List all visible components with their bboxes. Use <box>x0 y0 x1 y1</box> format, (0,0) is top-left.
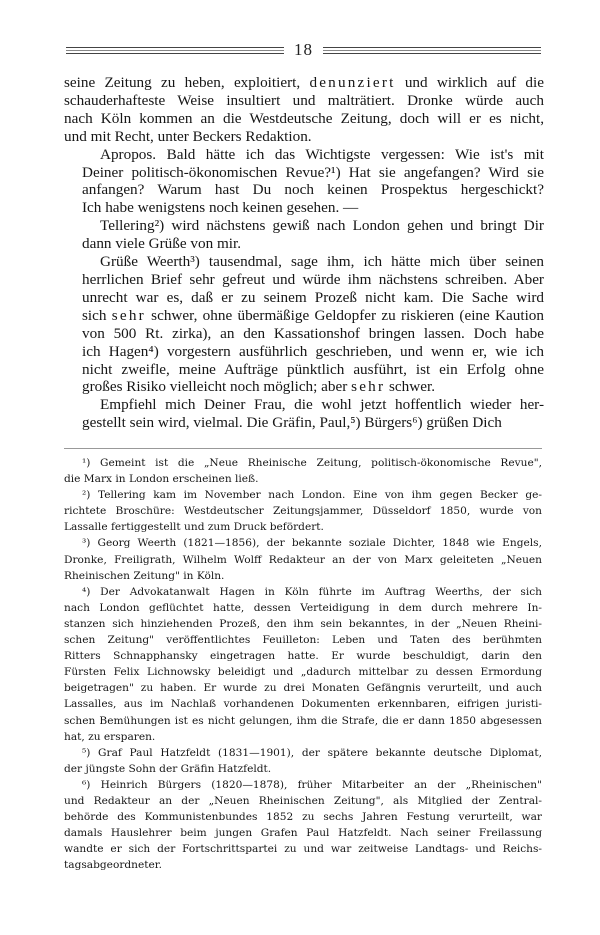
footnote-line: beigetragen" zu haben. Er wurde zu drei Monaten Gefängnis verurteilt, und auch <box>64 682 542 695</box>
paragraph <box>64 146 544 218</box>
text-line: nicht zweifle, meine Aufträge pünktlich ausführt, ist ein Erfolg ohne <box>82 360 544 378</box>
text-line: ich Hagen⁴) vorgestern ausführlich geschrieben, und wenn er, wie ich <box>82 342 544 360</box>
footnote-line: ⁶) Heinrich Bürgers (1820—1878), früher Mitarbeiter an der „Rheinischen" <box>82 778 542 791</box>
footnote-line: nach London geflüchtet hatte, dessen Verteidigung in dem durch mehrere In- <box>64 601 542 614</box>
footnote <box>64 535 542 583</box>
text-line: Ich habe wenigstens noch keinen gesehen. — <box>82 199 359 217</box>
footnote-line: Dronke, Freiligrath, Wilhelm Wolff Redakteur an der von Marx geleiteten „Neuen <box>64 553 542 566</box>
footnote-line: wandte er sich der Fortschrittspartei zu und war zeitweise Landtags- und Reichs- <box>64 843 542 856</box>
text-line: herrlichen Brief sehr gefreut und würde ihm nächstens schreiben. Aber <box>82 270 544 288</box>
paragraph <box>64 74 544 146</box>
footnote-line: damals Hauslehrer beim jungen Grafen Paul Hatzfeldt. Nach seiner Freilassung <box>64 827 542 840</box>
footnote-line: Lassalle fertiggestellt und zum Druck befördert. <box>64 521 324 534</box>
footnote-line: und Redakteur an der „Neuen Rheinischen Zeitung", als Mitglied der Zentral- <box>64 794 542 807</box>
footnote <box>64 777 542 874</box>
header-rule-right <box>323 47 541 54</box>
running-header <box>66 40 541 60</box>
footnote-separator <box>64 448 542 449</box>
text-line: seine Zeitung zu heben, exploitiert, denunziert und wirklich auf die <box>64 74 544 91</box>
footnote-line: der jüngste Sohn der Gräfin Hatzfeldt. <box>64 762 272 775</box>
text-line: nach Köln kommen an die Westdeutsche Zeitung, doch will er es nicht, <box>64 109 544 127</box>
footnote <box>64 584 542 745</box>
footnote-line: ⁴) Der Advokatanwalt Hagen in Köln führte im Auftrag Weerths, der sich <box>82 585 542 598</box>
footnote-line: Lassalles, aus im Nachlaß vorhandenen Dokumenten erkennbaren, eifrigen juristi- <box>64 698 542 711</box>
footnote-line: schen Bemühungen ist es nicht gelungen, ihm die Strafe, die er dann 1850 abgesessen <box>64 714 542 727</box>
footnote <box>64 487 542 535</box>
text-line: Empfiehl mich Deiner Frau, die wohl jetzt hoffentlich wieder her- <box>100 396 544 414</box>
footnote-line: schen Zeitung" veröffentlichtes Feuilleton: Leben und Taten des berühmten <box>64 634 542 647</box>
footnote-line: behörde des Kommunistenbundes 1852 zu sechs Jahren Festung verurteilt, war <box>64 811 542 824</box>
footnote-line: hat, zu ersparen. <box>64 730 156 743</box>
text-line: dann viele Grüße von mir. <box>82 235 242 253</box>
text-line: unrecht war es, daß er zu seinem Prozeß nicht kam. Die Sache wird <box>82 288 544 306</box>
footnote-line: tagsabgeordneter. <box>64 859 163 872</box>
paragraph <box>64 396 544 432</box>
text-line: sich sehr schwer, ohne übermäßige Geldopfer zu riskieren (eine Kaution <box>82 306 544 324</box>
text-line: von 500 Rt. zirka), an den Kassationshof bringen lassen. Doch habe <box>82 324 544 342</box>
paragraph <box>64 217 544 253</box>
footnote <box>64 745 542 777</box>
text-line: Deiner politisch-ökonomischen Revue?¹) Hat sie angefangen? Wird sie <box>82 163 544 181</box>
footnote-line: richtete Broschüre: Westdeutscher Zeitungsjammer, Düsseldorf 1850, wurde von <box>64 505 542 518</box>
footnote-line: Fürsten Felix Lichnowsky beleidigt und „dadurch mittelbar zu dessen Ermordung <box>64 666 542 679</box>
text-line: schauderhafteste Weise insultiert und malträtiert. Dronke würde auch <box>64 91 544 109</box>
footnote-line: ⁵) Graf Paul Hatzfeldt (1831—1901), der spätere bekannte deutsche Diplomat, <box>82 746 542 759</box>
text-line: Apropos. Bald hätte ich das Wichtigste vergessen: Wie ist's mit <box>100 145 544 163</box>
footnote-line: ²) Tellering kam im November nach London. Eine von ihm gegen Becker ge- <box>82 489 542 502</box>
footnotes <box>64 455 542 873</box>
footnote-line: die Marx in London erscheinen ließ. <box>64 473 259 486</box>
footnote-line: Rheinischen Zeitung" in Köln. <box>64 569 225 582</box>
text-line: gestellt sein wird, vielmal. Die Gräfin, Paul,⁵) Bürgers⁶) grüßen Dich <box>82 414 502 432</box>
footnote-line: ¹) Gemeint ist die „Neue Rheinische Zeitung, politisch-ökonomische Revue", <box>82 457 542 469</box>
text-line: anfangen? Warum hast Du noch keinen Prospektus hergeschickt? <box>82 181 544 199</box>
paragraph <box>64 253 544 396</box>
footnote-line: Ritters Schnapphansky eingetragen hatte. Er wurde beschuldigt, darin den <box>64 650 542 663</box>
footnote <box>64 455 542 487</box>
page-number: 18 <box>294 40 313 59</box>
text-line: und mit Recht, unter Beckers Redaktion. <box>64 127 312 145</box>
text-line: Grüße Weerth³) tausendmal, sage ihm, ich hätte mich über seinen <box>100 253 544 271</box>
header-rule-left <box>66 47 284 54</box>
text-line: Tellering²) wird nächstens gewiß nach London gehen und bringt Dir <box>100 217 544 235</box>
footnote-line: ³) Georg Weerth (1821—1856), der bekannte soziale Dichter, 1848 wie Engels, <box>82 537 542 550</box>
footnote-line: stanzen sich hinziehenden Prozeß, den ihm sein bekanntes, in der „Neuen Rheini- <box>64 617 542 630</box>
text-line: großes Risiko vielleicht noch möglich; aber sehr schwer. <box>82 378 435 396</box>
letter-body <box>64 74 544 432</box>
